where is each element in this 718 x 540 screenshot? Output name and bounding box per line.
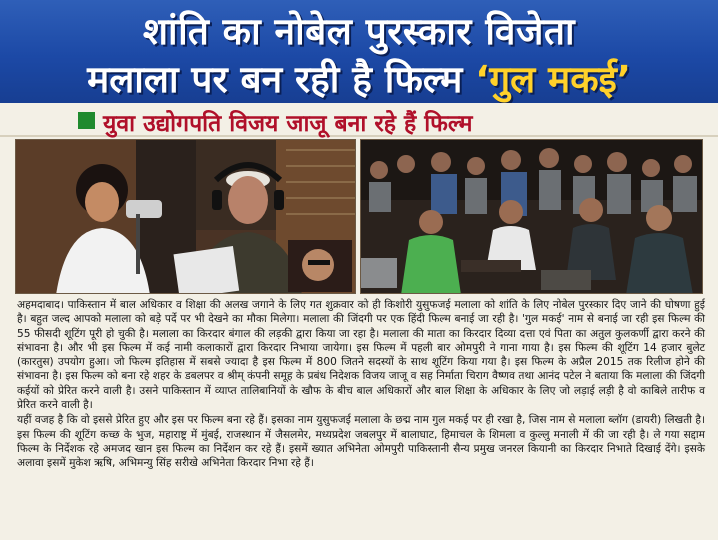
film-crew-photo (360, 139, 703, 294)
headline-line-1: शांति का नोबेल पुरस्कार विजेता (142, 10, 576, 53)
subheadline-bar (0, 103, 718, 137)
article-paragraph-1: अहमदाबाद। पाकिस्तान में बाल अधिकार व शिक्षा की अलख जगाने के लिए गत शुक्रवार को ही किशोरी युसुफजई मलाला को शांति के लिए नोबेल पुरस्कार दिए जाने की घोषणा हुई है। बहुत जल्द आपको मलाला को बड़े पर्दे पर भी देखने का मौका मिलेगा। मलाला की जिंदगी पर एक हिंदी फिल्म बनाई जा रही है। 'गुल मकई' नाम से बनाई जा रही इस फिल्म की 55 फीसदी शूटिंग पूरी हो चुकी है। मलाला का किरदार बंगाल की लड़की द्वारा किया जा रहा है। मलाला की माता का किरदार दिव्या दत्ता एवं पिता का अतुल कुलकर्णी द्वारा करने की संभावना है। और भी इस फिल्म में कई नामी कलाकारों द्वारा किरदार निभाया जायेगा। इस फिल्म में पहली बार ओमपुरी ने गाना गाया है। इस फिल्म की शूटिंग 14 हजार बुलेट (कारतुस) उपयोग हुआ। जो फिल्म इतिहास में सबसे ज्यादा है इस फिल्म में 800 जितने सदस्यों के साथ शूटिंग किया गया है। इस फिल्म के अप्रैल 2015 तक रिलीज होने की संभावना है। इस फिल्म को बना रहे शहर के डबलपर व श्रीम् कंपनी समूह के प्रबंध निदेशक विजय जाजू व सह निर्माता चिराग वैष्णव तथा आनंद पटेल ने बताया कि मलाला की जिंदगी कईयों को प्रेरित करने वाली है। उसने पाकिस्तान में व्याप्त तालिबानियों के खौफ के बीच बाल अधिकारों और बाल शिक्षा के अधिकार के लिए जो लड़ाई लड़ी है वो काबिले तारीफ व प्रेरित करने वाली है। (17, 299, 705, 412)
subheadline: युवा उद्योगपति विजय जाजू बना रहे हैं फिल्म (103, 111, 473, 137)
article-body (17, 298, 705, 472)
article-paragraph-2: यहीं वजह है कि वो इससे प्रेरित हुए और इस पर फिल्म बना रहे हैं। इसका नाम युसुफजई मलाला के छद्म नाम गुल मकई पर ही रखा है, जिस नाम से मलाला ब्लॉग (डायरी) लिखती है। इस फिल्म की शूटिंग कच्छ के भुज, महाराष्ट्र में मुंबई, राजस्थान में जैसलमेर, मध्यप्रदेश जबलपुर में बालाघाट, हिमाचल के शिमला व कुल्लु मनाली में की जा रही है। ले गया सद्दाम फिल्म के निर्देशक रहे अमजद खान इस फिल्म का निर्देशन कर रहे हैं। इसमें ख्यात अभिनेता ओमपुरी पाकिस्तानी सैन्य प्रमुख जनरल कियानी का किरदार निभाते दिखाई देंगे। इसके अलावा इसमें मुकेश ऋषि, अभिमन्यु सिंह सरीखे अभिनेता किरदार निभा रहे हैं। (17, 414, 705, 470)
headline-banner (0, 0, 718, 103)
headline-line-2-prefix: मलाला पर बन रही है फिल्म (87, 58, 476, 101)
film-title: ‘गुल मकई’ (475, 58, 631, 101)
recording-studio-photo (15, 139, 356, 294)
bullet-square-icon (78, 112, 95, 129)
headline-line-2 (0, 52, 718, 103)
